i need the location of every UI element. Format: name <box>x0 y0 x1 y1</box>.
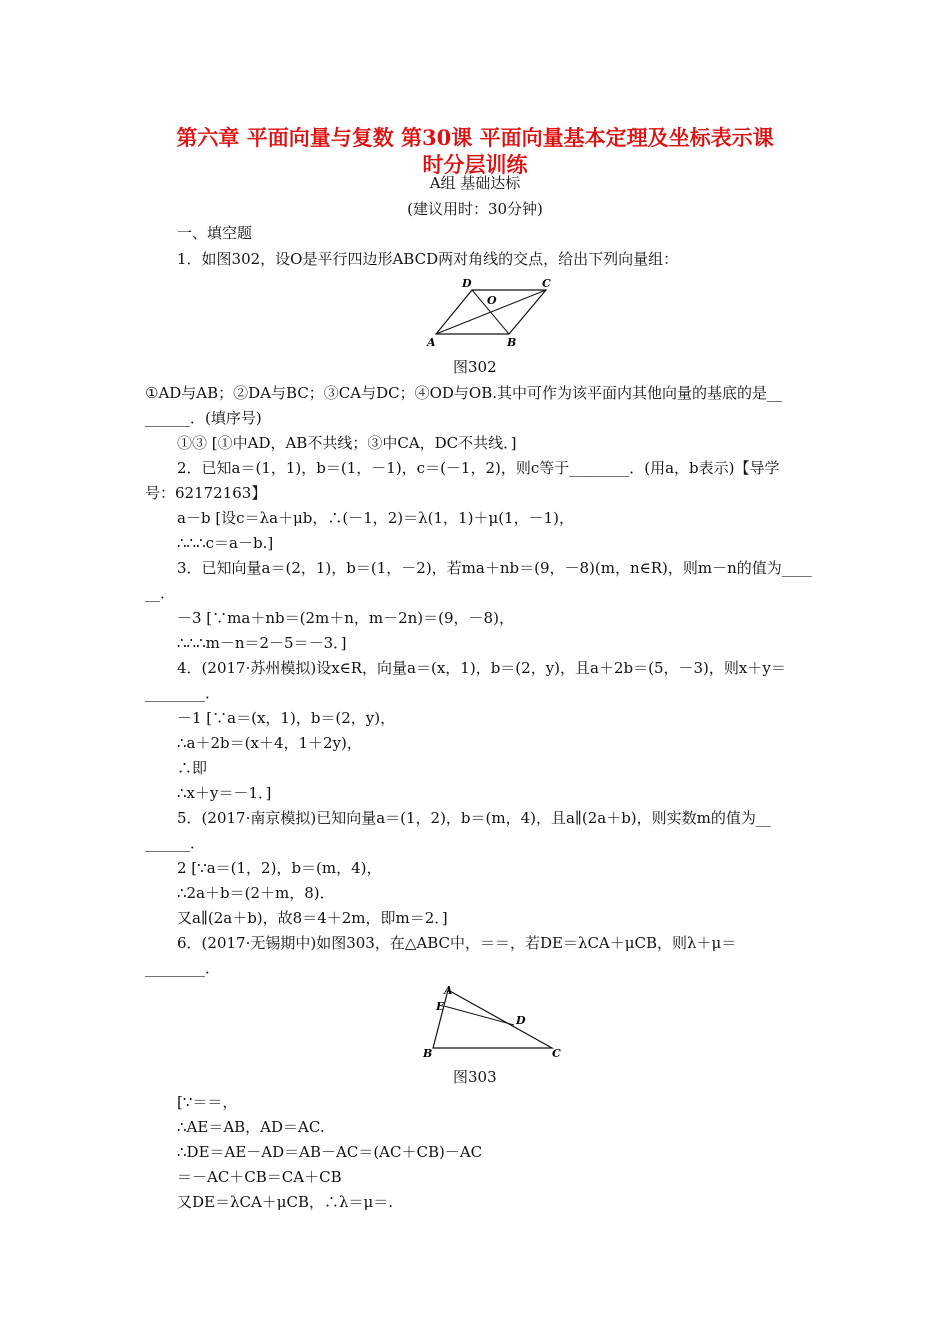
answer-2-cont: ∴∴∴c＝a－b.] <box>177 534 274 552</box>
answer-5: 2 [∵a＝(1，2)，b＝(m，4)， <box>177 859 382 877</box>
label-d: D <box>462 277 472 290</box>
group-label: A组 基础达标 <box>429 174 521 192</box>
question-1: 1．如图302，设O是平行四边形ABCD两对角线的交点，给出下列向量组： <box>177 250 679 268</box>
question-6: 6．(2017·无锡期中)如图303，在△ABC中，＝＝，若DE＝λCA＋μCB，则λ＋μ＝ <box>177 934 737 952</box>
label-d: D <box>516 1014 526 1027</box>
answer-3: －3 [∵ma＋nb＝(2m＋n，m－2n)＝(9，－8)， <box>177 609 514 627</box>
question-6-blank: ________． <box>145 959 221 977</box>
question-1-options: ①AD与AB；②DA与BC；③CA与DC；④OD与OB.其中可作为该平面内其他向量的基底的是__ <box>145 384 783 402</box>
answer-5-step3: 又a∥(2a＋b)，故8＝4＋2m，即m＝2．] <box>177 909 448 927</box>
answer-6-step4: ＝－AC＋CB＝CA＋CB <box>177 1168 342 1186</box>
question-4-blank: ________． <box>145 684 221 702</box>
answer-4-step4: ∴x＋y＝－1．] <box>177 784 272 802</box>
figure-303-triangle <box>420 980 565 1062</box>
segment-de <box>444 1006 514 1025</box>
section-heading: 一、填空题 <box>177 224 253 242</box>
time-hint: (建议用时：30分钟) <box>407 200 543 218</box>
label-a: A <box>427 336 436 349</box>
question-2-ref: 号：62172163】 <box>145 484 267 502</box>
label-c: C <box>552 1047 561 1060</box>
label-c: C <box>542 277 551 290</box>
label-e: E <box>436 1000 445 1013</box>
answer-6-step3: ∴DE＝AE－AD＝AB－AC＝(AC＋CB)－AC <box>177 1143 483 1161</box>
question-5: 5．(2017·南京模拟)已知向量a＝(1，2)，b＝(m，4)，且a∥(2a＋b)，则实数m的值为__ <box>177 809 771 827</box>
answer-4-step3: ∴即 <box>177 759 208 777</box>
question-3: 3．已知向量a＝(2，1)，b＝(1，－2)，若ma＋nb＝(9，－8)(m，n∈R)，则m－n的值为____ <box>177 559 812 577</box>
label-b: B <box>507 336 517 349</box>
answer-6-step2: ∴AE＝AB，AD＝AC. <box>177 1118 325 1136</box>
answer-6-step5: 又DE＝λCA＋μCB，∴λ＝μ＝. <box>177 1193 394 1211</box>
answer-3-cont: ∴∴∴m－n＝2－5＝－3．] <box>177 634 347 652</box>
answer-4-step2: ∴a＋2b＝(x＋4，1＋2y)， <box>177 734 362 752</box>
label-o: O <box>487 294 497 307</box>
chapter-title-line2: 时分层训练 <box>422 152 528 177</box>
question-2: 2．已知a＝(1，1)，b＝(1，－1)，c＝(－1，2)，则c等于________．(用a，b表示)【导学 <box>177 459 780 477</box>
answer-4: －1 [∵a＝(x，1)，b＝(2，y)， <box>177 709 396 727</box>
question-3-blank: __． <box>145 584 176 602</box>
figure-302-caption: 图302 <box>453 358 497 376</box>
answer-2: a－b [设c＝λa＋μb，∴(－1，2)＝λ(1，1)＋μ(1，－1)， <box>177 509 574 527</box>
figure-302-parallelogram <box>424 274 554 350</box>
label-b: B <box>423 1047 433 1060</box>
label-a: A <box>444 984 453 997</box>
figure-303-caption: 图303 <box>453 1068 497 1086</box>
question-1-blank: ______．(填序号) <box>145 409 262 427</box>
answer-6: [∵＝＝， <box>177 1093 238 1111</box>
chapter-title-line1: 第六章 平面向量与复数 第30课 平面向量基本定理及坐标表示课 <box>176 125 774 150</box>
answer-5-step2: ∴2a＋b＝(2＋m，8)． <box>177 884 335 902</box>
question-4: 4．(2017·苏州模拟)设x∈R，向量a＝(x，1)，b＝(2，y)，且a＋2b＝(5，－3)，则x＋y＝ <box>177 659 786 677</box>
answer-1: ①③ [①中AD，AB不共线；③中CA，DC不共线．] <box>177 434 517 452</box>
question-5-blank: ______． <box>145 834 206 852</box>
